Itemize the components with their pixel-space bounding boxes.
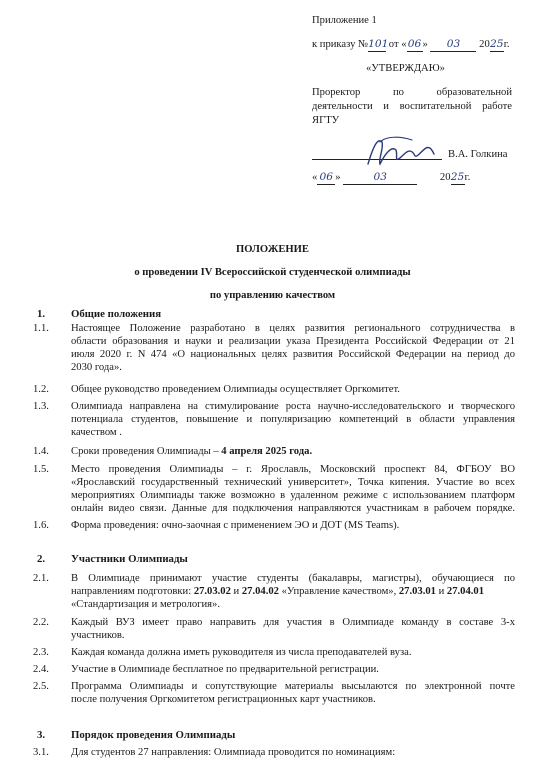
program-code: 27.03.02 <box>193 586 231 597</box>
item-number: 1.3. <box>33 401 49 412</box>
section-1-number: 1. <box>37 308 46 320</box>
document-subtitle: о проведении IV Всероссийской студенческой олимпиады <box>134 267 411 278</box>
item-line <box>71 585 515 598</box>
item-line <box>71 445 515 458</box>
appendix-label: Приложение 1 <box>312 15 377 26</box>
date-month: 03 <box>343 171 417 185</box>
item-number: 1.4. <box>33 446 49 457</box>
item-line: качеством . <box>71 427 122 438</box>
section-2-number: 2. <box>37 553 46 565</box>
date-close: » <box>335 172 341 183</box>
item-line: онлайн видео связи. Данные для подключения направляются участникам в рабочем порядке. <box>71 503 515 514</box>
item-line: Форма проведения: очно-заочная с применением ЭО и ДОТ (MS Teams). <box>71 520 400 531</box>
item-text: и <box>230 586 242 597</box>
item-line: «Стандартизация и метрология». <box>71 599 221 610</box>
item-line: Олимпиада направлена на стимулирование роста научно-исследовательского и творческого <box>71 401 515 412</box>
item-line: после получения Оргкомитетом регистрационных карт участников. <box>71 694 376 705</box>
item-number: 2.1. <box>33 573 49 584</box>
item-number: 2.3. <box>33 647 49 658</box>
section-3-title: Порядок проведения Олимпиады <box>71 729 236 741</box>
position-line-1: Проректор по образовательной <box>312 87 512 98</box>
item-line: Настоящее Положение разработано в целях развития регионального сотрудничества в <box>71 323 515 334</box>
item-number: 1.6. <box>33 520 49 531</box>
order-year-end: г. <box>503 39 510 50</box>
approval-date <box>312 171 470 185</box>
item-line: Общее руководство проведением Олимпиады осуществляет Оргкомитет. <box>71 384 400 395</box>
item-line: Каждая команда должна иметь руководителя из числа преподавателей вуза. <box>71 647 412 658</box>
item-line: июля 2020 г. N 474 «О национальных целях развития Российской Федерации на период до <box>71 349 515 360</box>
date-open: « <box>312 172 318 183</box>
document-title: ПОЛОЖЕНИЕ <box>236 244 309 255</box>
program-code: 27.04.02 <box>241 586 279 597</box>
item-line: потенциала студентов, повышение и популяризацию компетенций в области управления <box>71 414 515 425</box>
item-line: области образования и науки и реализации указа Президента Российской Федерации от 21 <box>71 336 515 347</box>
order-year-prefix: 20 <box>479 39 490 50</box>
item-line: участников. <box>71 630 125 641</box>
item-text: Сроки проведения Олимпиады – <box>71 446 222 457</box>
item-text: «Управление качеством», <box>278 586 399 597</box>
signer-name: В.А. Голкина <box>448 149 508 160</box>
item-line: «Ярославский государственный технический университет», Точка кипения. Участие во всех <box>71 477 515 488</box>
program-code: 27.03.01 <box>398 586 436 597</box>
section-1-title: Общие положения <box>71 308 162 320</box>
item-number: 1.1. <box>33 323 49 334</box>
order-day: 06 <box>407 38 423 52</box>
item-number: 3.1. <box>33 747 49 758</box>
approve-label: «УТВЕРЖДАЮ» <box>366 63 445 74</box>
order-prefix: к приказу № <box>312 39 369 50</box>
item-line: 2030 года». <box>71 362 122 373</box>
order-line <box>312 38 510 52</box>
item-line: Место проведения Олимпиады – г. Ярославль, Московский проспект 84, ФГБОУ ВО <box>71 464 515 475</box>
item-line: Участие в Олимпиаде бесплатное по предварительной регистрации. <box>71 664 379 675</box>
order-month: 03 <box>430 38 476 52</box>
item-number: 2.2. <box>33 617 49 628</box>
item-number: 1.2. <box>33 384 49 395</box>
section-2-title: Участники Олимпиады <box>71 553 188 565</box>
position-line-2: деятельности и воспитательной работе <box>312 101 512 112</box>
program-code: 27.04.01 <box>446 586 484 597</box>
document-subtitle-2: по управлению качеством <box>209 290 336 301</box>
date-year-end: г. <box>464 172 471 183</box>
item-number: 2.4. <box>33 664 49 675</box>
order-from: от « <box>388 39 407 50</box>
order-close: » <box>422 39 428 50</box>
item-text: направлениям подготовки: <box>71 586 194 597</box>
signature-icon <box>360 134 440 170</box>
item-text: и <box>435 586 447 597</box>
olympiad-date: 4 апреля 2025 года. <box>221 446 313 457</box>
order-number: 101 <box>368 38 386 52</box>
item-line: Каждый ВУЗ имеет право направить для участия в Олимпиаде команду в составе 3-х <box>71 617 515 628</box>
item-number: 2.5. <box>33 681 49 692</box>
section-3-number: 3. <box>37 729 46 741</box>
item-line: В Олимпиаде принимают участие студенты (бакалавры, магистры), обучающиеся по <box>71 573 515 584</box>
item-line: мероприятиях Олимпиады также возможно в удаленном режиме с использованием платформ <box>71 490 515 501</box>
item-number: 1.5. <box>33 464 49 475</box>
position-line-3: ЯГТУ <box>312 115 340 126</box>
date-year-suffix: 25 <box>451 171 465 185</box>
item-line: Для студентов 27 направления: Олимпиада проводится по номинациям: <box>71 747 396 758</box>
date-day: 06 <box>317 171 335 185</box>
order-year-suffix: 25 <box>490 38 504 52</box>
date-year-prefix: 20 <box>439 172 451 183</box>
item-line: Программа Олимпиады и сопутствующие материалы высылаются по электронной почте <box>71 681 515 692</box>
